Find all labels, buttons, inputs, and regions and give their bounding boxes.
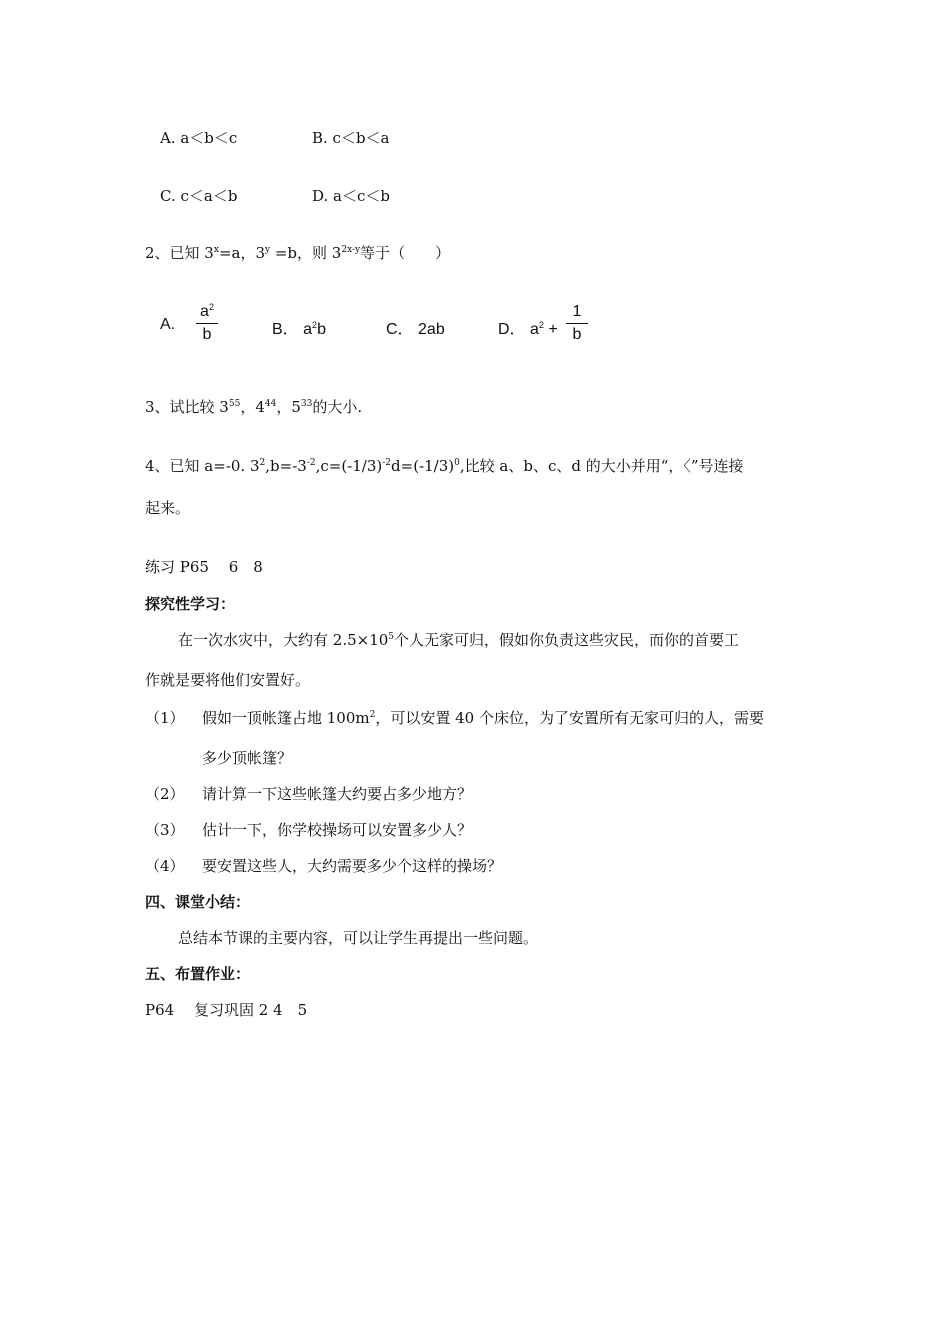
q2-option-b: B． $a^2b$ (272, 320, 326, 338)
q2-options (160, 302, 620, 352)
q2-option-a-label: A. (160, 316, 176, 333)
q1-option-c: C. c＜a＜b (160, 187, 238, 205)
summary-text: 总结本节课的主要内容，可以让学生再提出一些问题。 (178, 929, 539, 947)
q1-option-a: A. a＜b＜c (160, 129, 238, 147)
item-2-text: 请计算一下这些帐篷大约要占多少地方？ (202, 785, 473, 803)
question-4: 4、已知 a=-0. $3^2,b=-3^{-2},c=(-1/3)^{-2}d=(-1/3)^0$,比较 a、b、c、d 的大小并用“，〈”号连接 (145, 457, 744, 475)
item-1-text: 假如一顶帐篷占地 $100m^2$，可以安置 40 个床位，为了安置所有无家可归的人，需要 (202, 709, 764, 727)
q2-option-d-fraction: 1 b (566, 302, 588, 345)
item-3-text: 估计一下，你学校操场可以安置多少人？ (202, 821, 473, 839)
summary-heading: 四、课堂小结： (145, 893, 251, 911)
q2-option-c: C． 2ab (386, 321, 445, 338)
question-2: 2、已知 $3^x=a$，$3^y =b$，则 $3^{2x-y}$等于（ ） (145, 244, 451, 262)
homework-heading: 五、布置作业： (145, 965, 251, 983)
explore-paragraph-line-2: 作就是要将他们安置好。 (145, 671, 311, 689)
item-1-continuation: 多少顶帐篷？ (202, 749, 293, 767)
item-3-number: （3） (145, 821, 185, 839)
item-4-number: （4） (145, 857, 185, 875)
item-2-number: （2） (145, 785, 185, 803)
item-4-text: 要安置这些人，大约需要多少个这样的操场？ (202, 857, 503, 875)
item-1-number: （1） (145, 709, 185, 727)
explore-heading: 探究性学习： (145, 595, 236, 613)
q1-option-d: D. a＜c＜b (312, 187, 390, 205)
question-3: 3、试比较 $3^{55}$，$4^{44}$，$5^{33}$的大小. (145, 398, 363, 416)
question-4-continuation: 起来。 (145, 499, 191, 517)
homework-text: P64 复习巩固 2 4 5 (145, 1001, 308, 1019)
q2-option-a-fraction: $a^2$ b (196, 302, 218, 345)
practice-reference: 练习 P65 6 8 (145, 558, 263, 576)
q1-option-b: B. c＜b＜a (312, 129, 390, 147)
explore-paragraph-line-1: 在一次水灾中，大约有 $2.5\times 10^5$个人无家可归，假如你负责这些灾民，而你的首要工 (178, 631, 740, 649)
q2-option-d: D． $a^2$ + (498, 320, 558, 338)
